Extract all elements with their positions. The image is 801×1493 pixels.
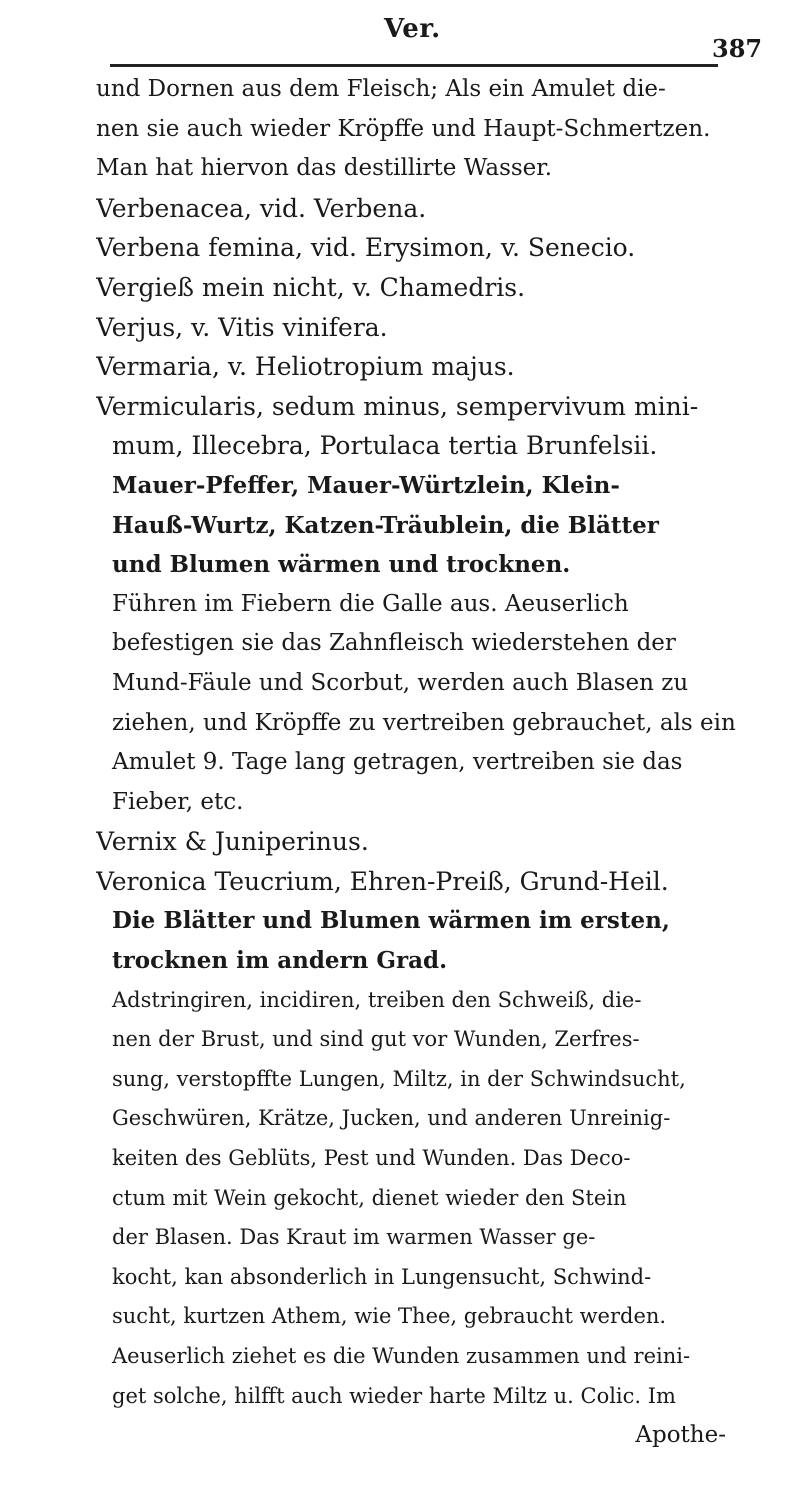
text-line: Man hat hiervon das destillirte Wasser. <box>96 155 553 182</box>
text-line: kocht, kan absonderlich in Lungensucht, Schwind- <box>112 1264 652 1289</box>
text-line: get solche, hilfft auch wieder harte Miltz u. Colic. Im <box>112 1383 676 1408</box>
text-line: Hauß-Wurtz, Katzen-Träublein, die Blätter <box>112 511 659 539</box>
text-line: der Blasen. Das Kraut im warmen Wasser ge- <box>112 1225 596 1250</box>
text-line: Verjus, v. Vitis vinifera. <box>96 312 388 342</box>
text-line: nen sie auch wieder Kröpffe und Haupt-Schmertzen. <box>96 115 711 142</box>
header-rule <box>110 64 718 67</box>
text-line: und Blumen wärmen und trocknen. <box>112 551 571 579</box>
text-line: Vergieß mein nicht, v. Chamedris. <box>96 272 526 302</box>
text-line: sung, verstopffte Lungen, Miltz, in der Schwindsucht, <box>112 1066 686 1091</box>
text-line: Amulet 9. Tage lang getragen, vertreiben sie das <box>112 749 683 776</box>
text-line: Führen im Fiebern die Galle aus. Aeuserlich <box>112 590 629 617</box>
text-line: trocknen im andern Grad. <box>112 947 448 975</box>
page-number: 387 <box>712 34 763 63</box>
text-line: Vermicularis, sedum minus, sempervivum mini- <box>96 391 699 421</box>
text-line: keiten des Geblüts, Pest und Wunden. Das Deco- <box>112 1146 631 1171</box>
text-line: Verbenacea, vid. Verbena. <box>96 193 427 223</box>
running-head: Ver. <box>384 14 441 44</box>
text-line: Veronica Teucrium, Ehren-Preiß, Grund-Heil. <box>96 866 669 896</box>
text-line: ziehen, und Kröpffe zu vertreiben gebrauchet, als ein <box>112 709 736 736</box>
text-line: und Dornen aus dem Fleisch; Als ein Amulet die- <box>96 76 666 102</box>
text-line: nen der Brust, und sind gut vor Wunden, Zerfres- <box>112 1027 640 1052</box>
text-line: ctum mit Wein gekocht, dienet wieder den Stein <box>112 1185 627 1210</box>
text-line: Verbena femina, vid. Erysimon, v. Senecio. <box>96 233 636 263</box>
text-line: Vernix & Juniperinus. <box>96 827 369 857</box>
text-line: mum, Illecebra, Portulaca tertia Brunfelsii. <box>112 431 658 461</box>
catchword: Apothe- <box>635 1422 726 1449</box>
text-line: Adstringiren, incidiren, treiben den Schweiß, die- <box>112 987 642 1012</box>
text-line: sucht, kurtzen Athem, wie Thee, gebraucht werden. <box>112 1304 667 1329</box>
text-line: Fieber, etc. <box>112 788 244 815</box>
text-line: befestigen sie das Zahnfleisch wiederstehen der <box>112 630 676 657</box>
text-line: Vermaria, v. Heliotropium majus. <box>96 352 515 382</box>
text-line: Die Blätter und Blumen wärmen im ersten, <box>112 907 670 935</box>
text-line: Mauer-Pfeffer, Mauer-Würtzlein, Klein- <box>112 471 620 499</box>
text-line: Aeuserlich ziehet es die Wunden zusammen und reini- <box>112 1344 691 1368</box>
text-line: Geschwüren, Krätze, Jucken, und anderen Unreinig- <box>112 1106 671 1131</box>
page-body <box>96 70 736 1456</box>
text-line: Mund-Fäule und Scorbut, werden auch Blasen zu <box>112 669 689 696</box>
